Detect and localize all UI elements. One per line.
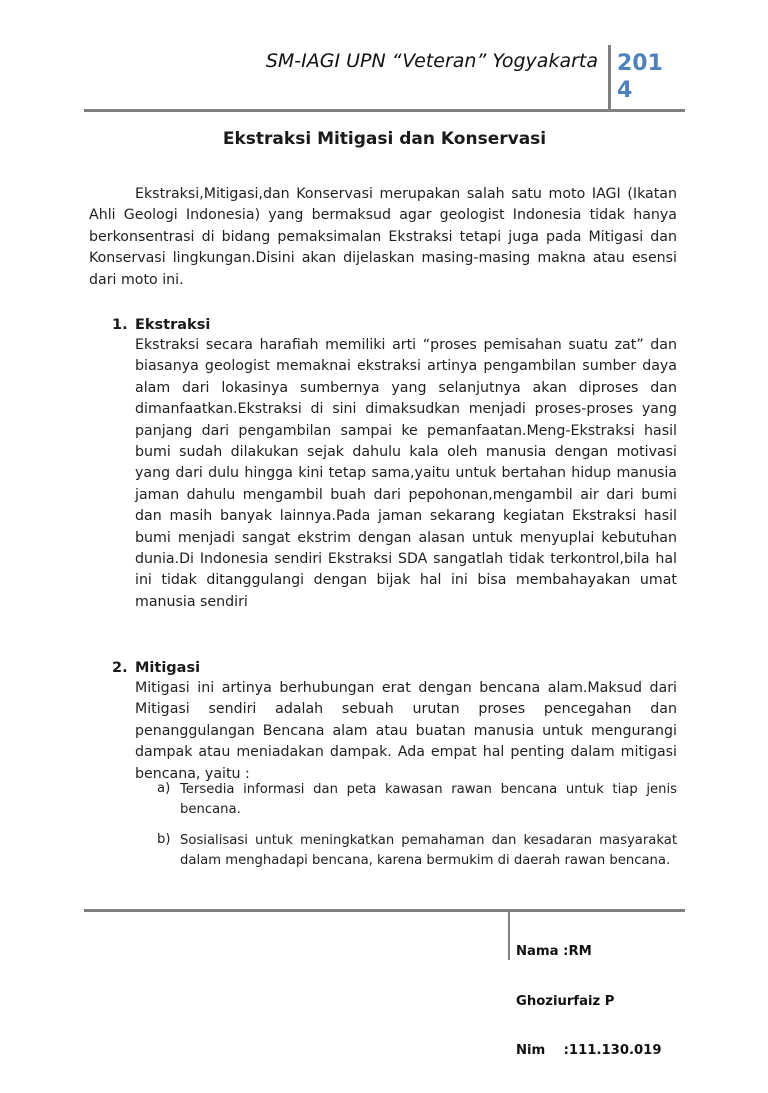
author-info [516, 911, 662, 1093]
section-2-heading: Mitigasi [135, 660, 201, 676]
author-name-cont: Ghoziurfaiz P [516, 993, 615, 1009]
author-name: Nama :RM [516, 944, 592, 959]
header-title: SM-IAGI UPN “Veteran” Yogyakarta [265, 50, 598, 72]
section-1-heading: Ekstraksi [135, 317, 211, 333]
list-item-b-text: Sosialisasi untuk meningkatkan pemahaman dan kesadaran masyarakat dalam menghadapi bencana, karena bermukim di daerah rawan bencana. [180, 833, 677, 868]
footer-divider [508, 910, 510, 960]
header-divider [608, 45, 611, 111]
section-2-body: Mitigasi ini artinya berhubungan erat dengan bencana alam.Maksud dari Mitigasi sendiri adalah sebuah urutan proses pencegahan dan penanggulangan Bencana alam atau buatan manusia untuk mengurangi dampak atau meniadakan dampak. Ada empat hal penting dalam mitigasi bencana, yaitu : [135, 680, 677, 782]
intro-paragraph: Ekstraksi,Mitigasi,dan Konservasi merupakan salah satu moto IAGI (Ikatan Ahli Geologi Indonesia) yang bermaksud agar geologist Indonesia tidak hanya berkonsentrasi di bidang pemaksimalan Ekstraksi tetapi juga pada Mitigasi dan Konservasi lingkungan.Disini akan dijelaskan masing-masing makna atau esensi dari moto ini. [89, 186, 677, 288]
header-year: 2014 [617, 51, 663, 103]
list-item-a-label: a) [157, 781, 171, 796]
section-1-number: 1. [112, 317, 128, 333]
header-rule [84, 109, 685, 112]
list-item-b-label: b) [157, 832, 171, 847]
document-title: Ekstraksi Mitigasi dan Konservasi [222, 129, 547, 149]
list-item-a-text: Tersedia informasi dan peta kawasan rawan bencana untuk tiap jenis bencana. [180, 782, 677, 817]
section-2-number: 2. [112, 660, 128, 676]
section-1-body: Ekstraksi secara harafiah memiliki arti “proses pemisahan suatu zat” dan biasanya geologist memaknai ekstraksi artinya pengambilan sumber daya alam dari lokasinya sumbernya yang selanjutnya akan diproses dan dimanfaatkan.Ekstraksi di sini dimaksudkan menjadi proses-proses yang panjang dari pengambilan sampai ke pemanfaatan.Meng-Ekstraksi hasil bumi sudah dilakukan sejak dahulu kala oleh manusia dengan motivasi yang dari dulu hingga kini tetap sama,yaitu untuk bertahan hidup manusia jaman dahulu mengambil buah dari pepohonan,mengambil air dari bumi dan masih banyak lainnya.Pada jaman sekarang kegiatan Ekstraksi hasil bumi menjadi sangat ekstrim dengan alasan untuk menyuplai kebutuhan dunia.Di Indonesia sendiri Ekstraksi SDA sangatlah tidak terkontrol,bila hal ini tidak ditanggulangi dengan bijak hal ini bisa membahayakan umat manusia sendiri [135, 337, 677, 610]
author-nim: Nim :111.130.019 [516, 1043, 662, 1058]
